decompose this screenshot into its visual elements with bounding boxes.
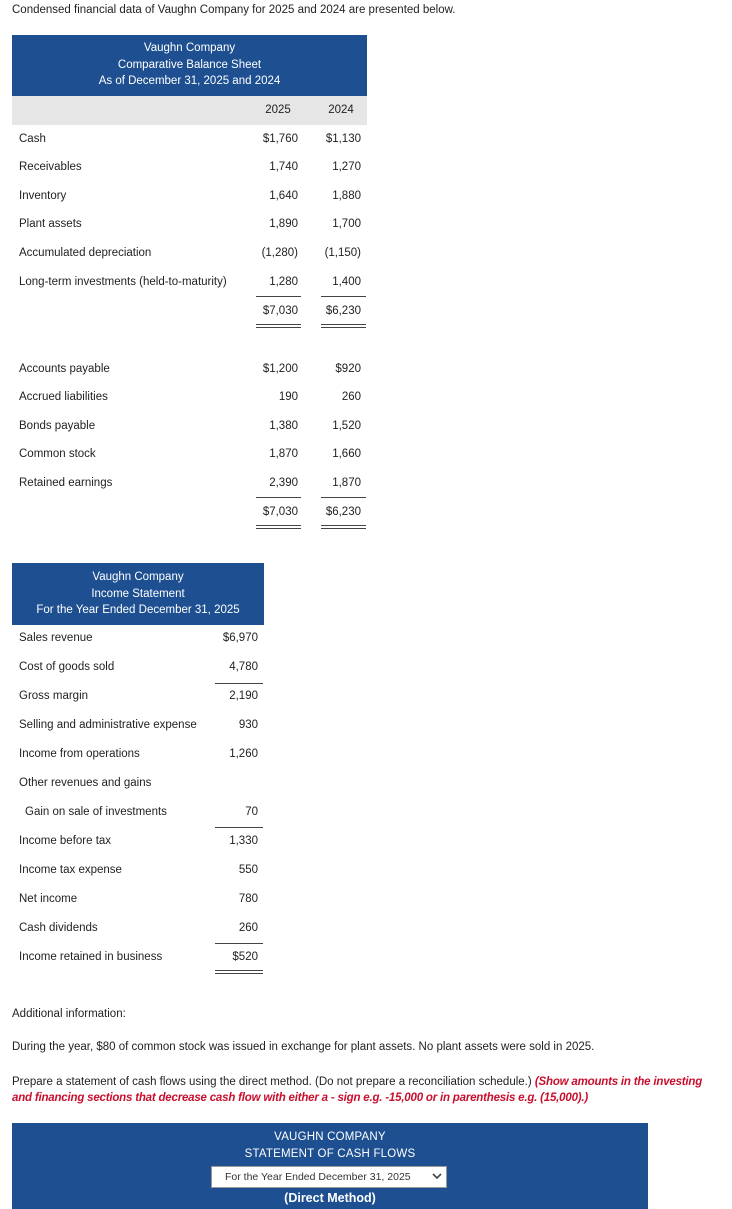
period-select-value: For the Year Ended December 31, 2025 [225, 1171, 411, 1183]
is-row-label: Selling and administrative expense [19, 719, 197, 731]
bs-row-label: Retained earnings [19, 477, 113, 489]
cash-flow-header [12, 1123, 648, 1209]
is-row-value: 1,260 [229, 748, 258, 760]
bs-value-2025: $1,200 [262, 363, 298, 375]
bs-value-2025: 1,640 [269, 190, 298, 202]
is-row-value: $520 [232, 951, 258, 963]
bs-value-2024: 1,270 [332, 161, 361, 173]
is-row-value: $6,970 [222, 632, 258, 644]
is-row-value: 780 [238, 893, 258, 905]
cf-company: VAUGHN COMPANY [274, 1131, 386, 1143]
bs-value-2024: 260 [341, 391, 361, 403]
bs-value-2024: (1,150) [324, 247, 361, 259]
bs-assets-total-2024: $6,230 [325, 305, 361, 317]
bs-row-label: Inventory [19, 190, 67, 202]
bs-year-2024: 2024 [328, 104, 354, 116]
additional-info-heading: Additional information: [12, 1008, 126, 1020]
is-row-label: Income tax expense [19, 864, 122, 876]
bs-value-2025: 1,890 [269, 218, 298, 230]
bs-row-label: Cash [19, 133, 46, 145]
is-subtotal-rule [215, 827, 263, 828]
bs-year-2025: 2025 [265, 104, 291, 116]
bs-value-2024: $920 [335, 363, 361, 375]
task-prompt [12, 1074, 712, 1106]
cf-title: STATEMENT OF CASH FLOWS [244, 1148, 416, 1160]
bs-title: Comparative Balance Sheet [117, 58, 262, 71]
bs-value-2024: 1,870 [332, 477, 361, 489]
is-row-label: Income retained in business [19, 951, 163, 963]
is-row-value: 4,780 [229, 661, 258, 673]
bs-value-2024: 1,400 [332, 276, 361, 288]
is-row-label: Cost of goods sold [19, 661, 115, 673]
bs-value-2025: (1,280) [261, 247, 298, 259]
bs-row-label: Bonds payable [19, 420, 96, 432]
bs-value-2025: 1,280 [269, 276, 298, 288]
instruction-text: (Show amounts in the investing and financing sections that decrease cash flow with either a - sign e.g. -15,000 or in parenthesis e.g. (15,000).) [12, 1076, 703, 1104]
is-row-label: Gain on sale of investments [25, 806, 167, 818]
is-subtotal-rule [215, 943, 263, 944]
bs-row-label: Plant assets [19, 218, 82, 230]
bs-row-label: Accumulated depreciation [19, 247, 152, 259]
is-row-label: Sales revenue [19, 632, 93, 644]
is-subtotal-rule [215, 683, 263, 684]
is-row-value: 550 [238, 864, 258, 876]
bs-value-2024: 1,660 [332, 448, 361, 460]
is-row-label: Net income [19, 893, 78, 905]
bs-value-2025: 1,380 [269, 420, 298, 432]
bs-subtotal-rule [321, 497, 366, 498]
prompt-text: Prepare a statement of cash flows using the direct method. (Do not prepare a reconciliation schedule.) [12, 1076, 532, 1088]
bs-row-label: Accrued liabilities [19, 391, 108, 403]
bs-subtotal-rule [256, 296, 301, 297]
is-period: For the Year Ended December 31, 2025 [36, 604, 240, 616]
bs-total-double-rule [256, 525, 301, 529]
bs-value-2024: 1,700 [332, 218, 361, 230]
is-title: Income Statement [91, 587, 185, 600]
bs-row-label: Long-term investments (held-to-maturity) [19, 276, 227, 288]
is-row-value: 1,330 [229, 835, 258, 847]
bs-row-label: Common stock [19, 448, 96, 460]
balance-sheet-header [12, 35, 367, 96]
bs-value-2025: 2,390 [269, 477, 298, 489]
bs-assets-total-2025: $7,030 [262, 305, 298, 317]
bs-row-label: Accounts payable [19, 363, 110, 375]
bs-company: Vaughn Company [143, 42, 236, 54]
bs-liabilities-total-2024: $6,230 [325, 506, 361, 518]
is-total-double-rule [215, 970, 263, 974]
bs-value-2024: 1,520 [332, 420, 361, 432]
is-company: Vaughn Company [92, 571, 184, 583]
is-row-label: Cash dividends [19, 922, 98, 934]
bs-value-2025: 190 [278, 391, 298, 403]
bs-subtotal-rule [256, 497, 301, 498]
additional-info-paragraph: During the year, $80 of common stock was issued in exchange for plant assets. No plant assets were sold in 2025. [12, 1041, 595, 1053]
bs-liabilities-total-2025: $7,030 [262, 506, 298, 518]
bs-subtotal-rule [321, 296, 366, 297]
bs-total-double-rule [321, 324, 366, 328]
chevron-down-icon [432, 1169, 442, 1186]
cf-method: (Direct Method) [284, 1191, 376, 1205]
bs-date: As of December 31, 2025 and 2024 [98, 75, 281, 87]
is-row-label: Other revenues and gains [19, 777, 152, 789]
intro-text: Condensed financial data of Vaughn Company for 2025 and 2024 are presented below. [12, 4, 456, 16]
is-row-value: 2,190 [229, 690, 258, 702]
bs-column-header [12, 96, 367, 125]
is-row-label: Gross margin [19, 690, 89, 702]
bs-total-double-rule [321, 525, 366, 529]
bs-total-double-rule [256, 324, 301, 328]
bs-value-2025: 1,870 [269, 448, 298, 460]
is-row-value: 70 [245, 806, 258, 818]
is-row-label: Income before tax [19, 835, 112, 847]
bs-value-2024: 1,880 [332, 190, 361, 202]
bs-row-label: Receivables [19, 161, 82, 173]
bs-value-2025: $1,760 [262, 133, 298, 145]
is-row-value: 930 [238, 719, 258, 731]
income-statement-header [12, 563, 264, 625]
is-row-label: Income from operations [19, 748, 140, 760]
bs-value-2025: 1,740 [269, 161, 298, 173]
is-row-value: 260 [238, 922, 258, 934]
period-select[interactable] [211, 1166, 447, 1188]
bs-value-2024: $1,130 [325, 133, 361, 145]
